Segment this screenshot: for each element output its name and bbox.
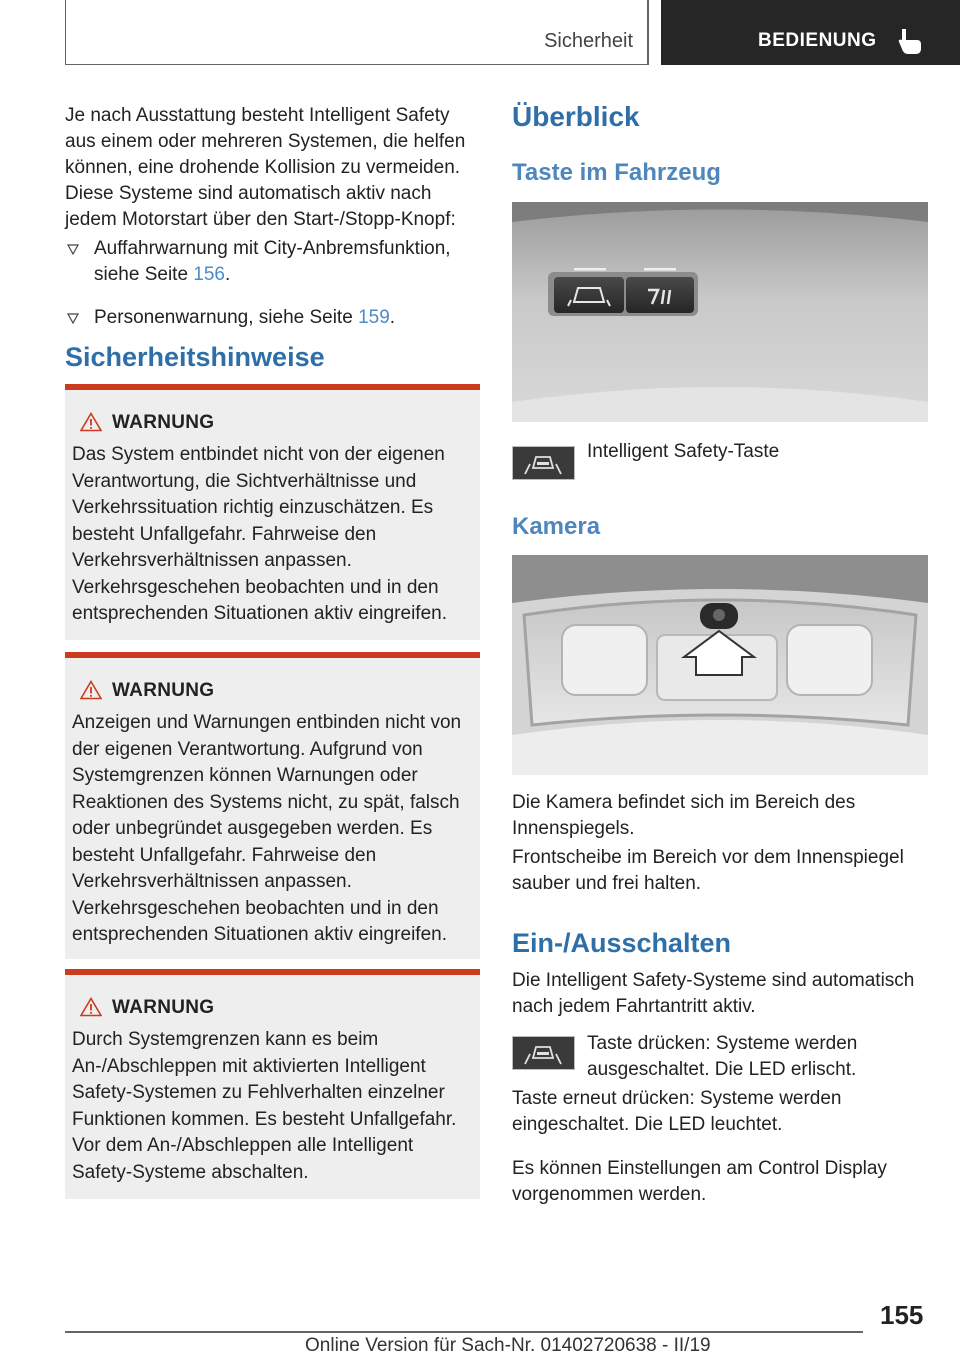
warning-box-3: [65, 969, 480, 1199]
header-section-box: [65, 0, 649, 65]
pointing-hand-icon: [897, 27, 923, 55]
button-photo: [512, 202, 928, 422]
page-link-159[interactable]: 159: [358, 307, 390, 328]
overview-heading: Überblick: [512, 101, 640, 132]
warning-title: WARNUNG: [72, 995, 472, 1021]
warning-body: Das System entbindet nicht von der eigenen Verantwortung, die Sichtverhältnisse und Verkehrssituation richtig einzuschätzen. Es besteht Unfallgefahr. Fahrweise den Verkehrsverhältnissen anpassen. Verkehrsgeschehen beobachten und in den entsprechenden Situationen aktiv eingreifen.: [72, 444, 447, 624]
intelligent-safety-icon: [512, 1036, 575, 1070]
camera-heading: Kamera: [512, 513, 601, 540]
list-item: Personenwarnung, siehe Seite 159.: [65, 305, 480, 331]
intro-paragraph: Je nach Ausstattung besteht Intelligent Safety aus einem oder mehreren Systemen, die helfen können, eine drohende Kollision zu vermeiden. Diese Systeme sind automatisch aktiv nach jedem Motorstart über den Start-/Stopp-Knopf:: [65, 105, 466, 230]
camera-text-2: Frontscheibe im Bereich vor dem Innenspiegel sauber und frei halten.: [512, 847, 904, 894]
warning-box-1: [65, 384, 480, 640]
warning-box-2: [65, 652, 480, 959]
chapter-title: BEDIENUNG: [758, 30, 877, 51]
feature-list: [65, 236, 480, 331]
page-number: 155: [880, 1300, 924, 1330]
warning-triangle-icon: [80, 412, 102, 432]
on-off-text-1: Die Intelligent Safety-Systeme sind automatisch nach jedem Fahrtantritt aktiv.: [512, 970, 915, 1017]
warning-body: Durch Systemgrenzen kann es beim An-/Abschleppen mit aktivierten Intelligent Safety-Systemen zu Fehlverhalten einzelner Funktionen kommen. Es besteht Unfallgefahr. Vor dem An-/Abschleppen alle Intelligent Safety-Systeme abschalten.: [72, 1029, 457, 1183]
bullet-triangle-icon: [67, 244, 79, 255]
warning-title: WARNUNG: [72, 678, 472, 704]
intelligent-safety-icon: [512, 446, 575, 480]
on-off-press-text: Taste drücken: Systeme werden ausgeschaltet. Die LED erlischt.: [587, 1033, 858, 1080]
warning-triangle-icon: [80, 997, 102, 1017]
list-item: Auffahrwarnung mit City-Anbremsfunktion, siehe Seite 156.: [65, 236, 480, 288]
camera-photo: [512, 555, 928, 775]
button-caption: Intelligent Safety-Taste: [587, 441, 780, 462]
bullet-triangle-icon: [67, 313, 79, 324]
list-item-text: Personenwarnung, siehe Seite: [94, 307, 359, 328]
chapter-tab: [661, 0, 960, 65]
on-off-text-3: Es können Einstellungen am Control Display vorgenommen werden.: [512, 1158, 887, 1205]
page-link-156[interactable]: 156: [193, 264, 225, 285]
list-item-text: Auffahrwarnung mit City-Anbremsfunktion, siehe Seite: [94, 238, 451, 285]
button-heading: Taste im Fahrzeug: [512, 159, 721, 186]
on-off-text-2: Taste erneut drücken: Systeme werden eingeschaltet. Die LED leuchtet.: [512, 1088, 842, 1135]
camera-text-1: Die Kamera befindet sich im Bereich des Innenspiegels.: [512, 792, 856, 839]
footer-text: Online Version für Sach-Nr. 01402720638 - II/19: [305, 1335, 711, 1356]
safety-heading: Sicherheitshinweise: [65, 342, 325, 372]
footer-divider: [65, 1331, 863, 1333]
section-title: Sicherheit: [544, 30, 633, 52]
warning-triangle-icon: [80, 680, 102, 700]
warning-body: Anzeigen und Warnungen entbinden nicht von der eigenen Verantwortung. Aufgrund von Systemgrenzen können Warnungen oder Reaktionen des Systems nicht, zu spät, falsch oder unbegründet ausgegeben werden. Es besteht Unfallgefahr. Fahrweise den Verkehrsverhältnissen anpassen. Verkehrsgeschehen beobachten und in den entsprechenden Situationen aktiv eingreifen.: [72, 712, 462, 945]
on-off-heading: Ein-/Ausschalten: [512, 928, 732, 958]
warning-title: WARNUNG: [72, 410, 472, 436]
